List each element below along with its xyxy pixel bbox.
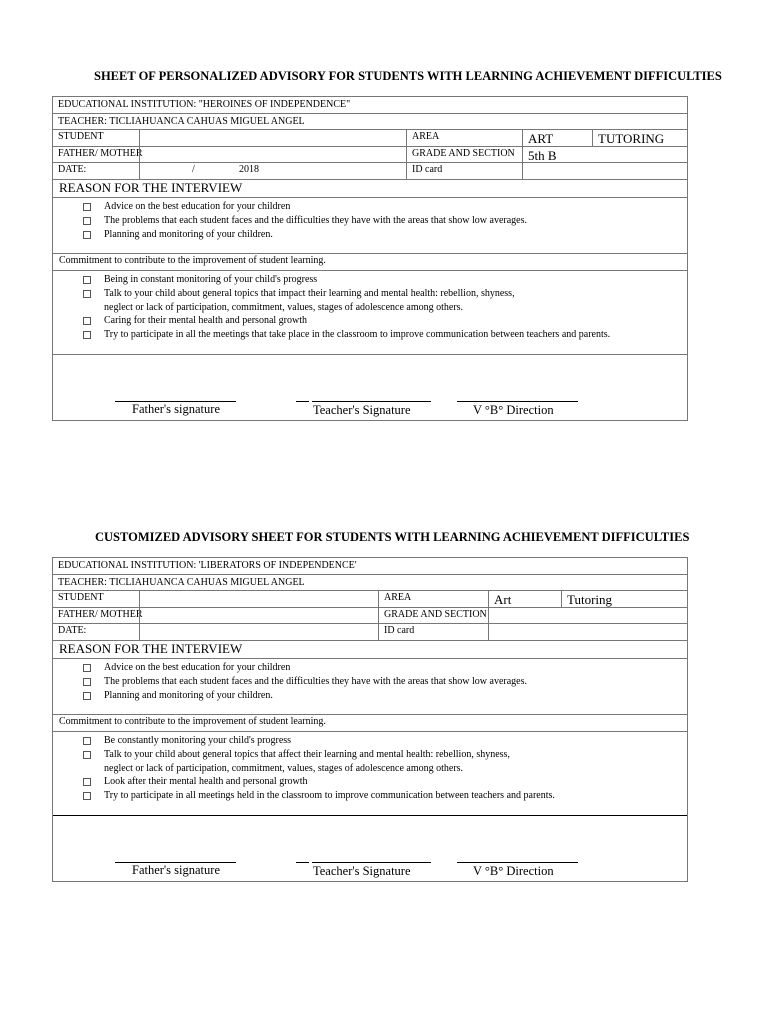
reason-list-row [53,198,687,254]
checkbox-icon [83,217,91,225]
father-row [53,147,687,163]
direction-signature-line[interactable] [457,862,578,863]
direction-signature-label: V °B° Direction [473,864,554,878]
reason-title: REASON FOR THE INTERVIEW [59,641,243,656]
id-field[interactable] [488,624,687,640]
student-row [53,130,687,147]
father-field[interactable] [139,147,406,162]
commitment-title: Commitment to contribute to the improvement of student learning. [59,716,326,727]
date-slash: / [192,164,195,175]
list-item: Advice on the best education for your children [83,200,527,214]
student-row [53,591,687,608]
reason-list [83,200,527,241]
reason-list [83,661,527,702]
list-item: Look after their mental health and personal growth [83,775,555,789]
advisory-form [52,96,688,421]
commitment-row [53,254,687,271]
reason-title: REASON FOR THE INTERVIEW [59,180,243,195]
teacher-label: TEACHER: TICLIAHUANCA CAHUAS MIGUEL ANGEL [58,577,305,588]
dash-line [296,401,309,402]
date-label: DATE: [58,164,87,175]
student-field[interactable] [139,591,378,607]
grade-value[interactable]: 5th B [522,147,687,162]
checkbox-icon [83,290,91,298]
checkbox-icon [83,231,91,239]
teacher-signature-line[interactable] [312,401,431,402]
father-label: FATHER/ MOTHER [58,148,143,159]
teacher-signature-label: Teacher's Signature [313,864,411,878]
direction-signature-line[interactable] [457,401,578,402]
teacher-row [53,575,687,591]
student-label: STUDENT [58,131,104,142]
list-item: Be constantly monitoring your child's progress [83,734,555,748]
grade-label: GRADE AND SECTION [378,608,488,623]
area-extra[interactable]: Tutoring [561,591,687,607]
list-item: Advice on the best education for your children [83,661,527,675]
teacher-row [53,114,687,130]
commitment-list-row [53,732,687,816]
institution-row [53,97,687,114]
commitment-list [83,734,555,803]
teacher-label: TEACHER: TICLIAHUANCA CAHUAS MIGUEL ANGEL [58,116,305,127]
checkbox-icon [83,792,91,800]
checkbox-icon [83,276,91,284]
dash-line [296,862,309,863]
father-field[interactable] [139,608,378,623]
commitment-list-row [53,271,687,355]
date-year: 2018 [239,164,259,175]
area-value[interactable]: Art [488,591,561,607]
commitment-row [53,715,687,732]
signature-row [53,355,687,421]
list-item-continuation: neglect or lack of participation, commitment, values, stages of adolescence among others. [104,301,464,313]
date-field[interactable] [139,624,378,640]
father-signature-label: Father's signature [132,402,220,416]
checkbox-icon [83,331,91,339]
checkbox-icon [83,664,91,672]
checkbox-icon [83,751,91,759]
reason-row [53,641,687,659]
teacher-signature-label: Teacher's Signature [313,403,411,417]
list-item: Try to participate in all the meetings that take place in the classroom to improve communication between teachers and parents. [83,328,610,342]
institution-label: EDUCATIONAL INSTITUTION: "HEROINES OF INDEPENDENCE" [58,99,351,110]
grade-value[interactable] [488,608,687,623]
institution-label: EDUCATIONAL INSTITUTION: 'LIBERATORS OF INDEPENDENCE' [58,560,357,571]
date-row [53,163,687,180]
direction-signature-label: V °B° Direction [473,403,554,417]
teacher-signature-line[interactable] [312,862,431,863]
list-item: Caring for their mental health and personal growth [83,314,610,328]
list-item: Talk to your child about general topics that affect their learning and mental health: rebellion, shyness, [83,748,555,762]
checkbox-icon [83,317,91,325]
commitment-title: Commitment to contribute to the improvement of student learning. [59,255,326,266]
area-label: AREA [378,591,488,607]
institution-row [53,558,687,575]
father-label: FATHER/ MOTHER [58,609,143,620]
checkbox-icon [83,692,91,700]
checkbox-icon [83,203,91,211]
area-label: AREA [406,130,522,146]
advisory-form [52,557,688,882]
sheet-title: CUSTOMIZED ADVISORY SHEET FOR STUDENTS WITH LEARNING ACHIEVEMENT DIFFICULTIES [95,530,690,544]
id-field[interactable] [522,163,687,179]
date-label: DATE: [58,625,87,636]
list-item: Try to participate in all meetings held in the classroom to improve communication between teachers and parents. [83,789,555,803]
student-field[interactable] [139,130,406,146]
signature-row [53,816,687,882]
checkbox-icon [83,678,91,686]
commitment-list [83,273,610,342]
date-field[interactable] [139,163,406,179]
sheet-title: SHEET OF PERSONALIZED ADVISORY FOR STUDENTS WITH LEARNING ACHIEVEMENT DIFFICULTIES [94,69,722,83]
reason-list-row [53,659,687,715]
reason-row [53,180,687,198]
checkbox-icon [83,737,91,745]
student-label: STUDENT [58,592,104,603]
id-label: ID card [378,624,488,640]
list-item: Talk to your child about general topics that impact their learning and mental health: rebellion, shyness, [83,287,610,301]
id-label: ID card [406,163,522,179]
list-item: Being in constant monitoring of your child's progress [83,273,610,287]
father-signature-label: Father's signature [132,863,220,877]
grade-label: GRADE AND SECTION [406,147,522,162]
date-row [53,624,687,641]
father-row [53,608,687,624]
list-item: Planning and monitoring of your children. [83,689,527,703]
checkbox-icon [83,778,91,786]
area-extra[interactable]: TUTORING [592,130,687,146]
list-item: The problems that each student faces and the difficulties they have with the areas that show low averages. [83,675,527,689]
list-item: The problems that each student faces and the difficulties they have with the areas that show low averages. [83,214,527,228]
area-value[interactable]: ART [522,130,592,146]
list-item-continuation: neglect or lack of participation, commitment, values, stages of adolescence among others. [104,762,464,774]
list-item: Planning and monitoring of your children. [83,228,527,242]
